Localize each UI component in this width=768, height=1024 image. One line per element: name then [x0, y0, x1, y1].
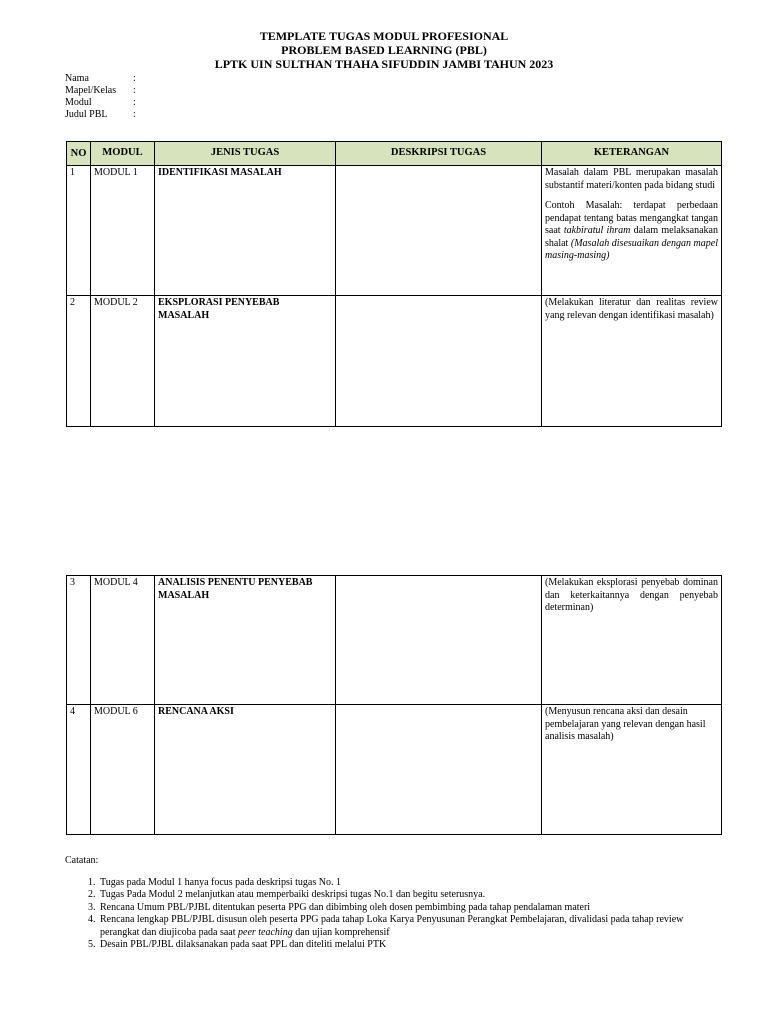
row-jenis-tugas: EKSPLORASI PENYEBAB MASALAH	[155, 296, 336, 427]
identity-label: Nama	[65, 73, 89, 84]
keterangan-text: Contoh Masalah: terdapat perbedaan pendapat tentang batas mengangkat tangan saat	[545, 200, 718, 236]
note-text: Rencana lengkap PBL/PJBL disusun oleh peserta PPG pada tahap Loka Karya Penyusunan Perangkat Pembelajaran, divalidasi pada tahap review perangkat dan diujicoba pada saat	[100, 914, 684, 938]
note-text: dan ujian komprehensif	[292, 926, 390, 938]
note-item: 2. Tugas Pada Modul 2 melanjutkan atau memperbaiki deskripsi tugas No.1 dan begitu seterusnya.	[98, 889, 705, 902]
row-no: 2	[67, 296, 91, 427]
identity-label: Judul PBL	[65, 109, 108, 120]
table-row	[67, 166, 722, 296]
identity-label: Modul	[65, 97, 92, 108]
row-jenis-tugas: ANALISIS PENENTU PENYEBAB MASALAH	[155, 576, 336, 705]
row-no: 4	[67, 705, 91, 835]
table-header-row	[67, 142, 722, 166]
header-deskripsi-tugas: DESKRIPSI TUGAS	[336, 142, 542, 166]
note-italic-term: peer teaching	[238, 926, 293, 938]
note-item	[98, 914, 705, 939]
note-item: 3. Rencana Umum PBL/PJBL ditentukan peserta PPG dan dibimbing oleh dosen pembimbing pada tahap pendalaman materi	[98, 902, 705, 915]
identity-row-judul	[65, 109, 136, 121]
identity-block	[65, 73, 136, 121]
identity-label: Mapel/Kelas	[65, 85, 117, 96]
table-row	[67, 705, 722, 835]
row-no: 1	[67, 166, 91, 296]
identity-separator: :	[133, 97, 136, 108]
row-modul: MODUL 2	[91, 296, 155, 427]
row-no: 3	[67, 576, 91, 705]
task-table-part-2	[66, 575, 722, 835]
row-modul: MODUL 6	[91, 705, 155, 835]
row-deskripsi-cell[interactable]	[336, 166, 542, 296]
header-keterangan: KETERANGAN	[542, 142, 722, 166]
identity-row-nama	[65, 73, 136, 85]
header-modul: MODUL	[91, 142, 155, 166]
row-jenis-tugas: RENCANA AKSI	[155, 705, 336, 835]
row-keterangan: (Melakukan eksplorasi penyebab dominan dan keterkaitannya dengan penyebab determinan)	[542, 576, 722, 705]
row-deskripsi-cell[interactable]	[336, 576, 542, 705]
header-no: NO	[67, 142, 91, 166]
identity-separator: :	[133, 73, 136, 84]
row-keterangan	[542, 166, 722, 296]
note-item: 1. Tugas pada Modul 1 hanya focus pada deskripsi tugas No. 1	[98, 877, 705, 890]
notes-section	[65, 855, 705, 952]
doc-title-line-3: LPTK UIN SULTHAN THAHA SIFUDDIN JAMBI TAHUN 2023	[214, 57, 554, 71]
note-item: 5. Desain PBL/PJBL dilaksanakan pada saat PPL dan diteliti melalui PTK	[98, 939, 705, 952]
row-keterangan: (Menyusun rencana aksi dan desain pembelajaran yang relevan dengan hasil analisis masalah)	[542, 705, 722, 835]
identity-separator: :	[133, 109, 136, 120]
table-row	[67, 296, 722, 427]
row-modul: MODUL 4	[91, 576, 155, 705]
row-jenis-tugas: IDENTIFIKASI MASALAH	[155, 166, 336, 296]
keterangan-italic-note: (Masalah disesuaikan dengan mapel masing-masing)	[545, 237, 718, 261]
doc-title-line-2: PROBLEM BASED LEARNING (PBL)	[281, 43, 487, 57]
row-keterangan: (Melakukan literatur dan realitas review yang relevan dengan identifikasi masalah)	[542, 296, 722, 427]
row-deskripsi-cell[interactable]	[336, 296, 542, 427]
keterangan-text: dalam melaksanakan shalat	[545, 225, 718, 249]
table-row	[67, 576, 722, 705]
notes-title: Catatan:	[65, 855, 99, 866]
notes-list	[65, 877, 705, 952]
header-jenis-tugas: JENIS TUGAS	[155, 142, 336, 166]
identity-row-mapel	[65, 85, 136, 97]
doc-title-line-1: TEMPLATE TUGAS MODUL PROFESIONAL	[259, 29, 509, 43]
task-table-part-1	[66, 141, 722, 427]
row-modul: MODUL 1	[91, 166, 155, 296]
identity-row-modul	[65, 97, 136, 109]
identity-separator: :	[133, 85, 136, 96]
keterangan-paragraph-1: Masalah dalam PBL merupakan masalah substantif materi/konten pada bidang studi	[545, 167, 718, 191]
keterangan-italic-term: takbiratul ihram	[563, 225, 631, 236]
row-deskripsi-cell[interactable]	[336, 705, 542, 835]
keterangan-paragraph-2	[545, 200, 718, 263]
